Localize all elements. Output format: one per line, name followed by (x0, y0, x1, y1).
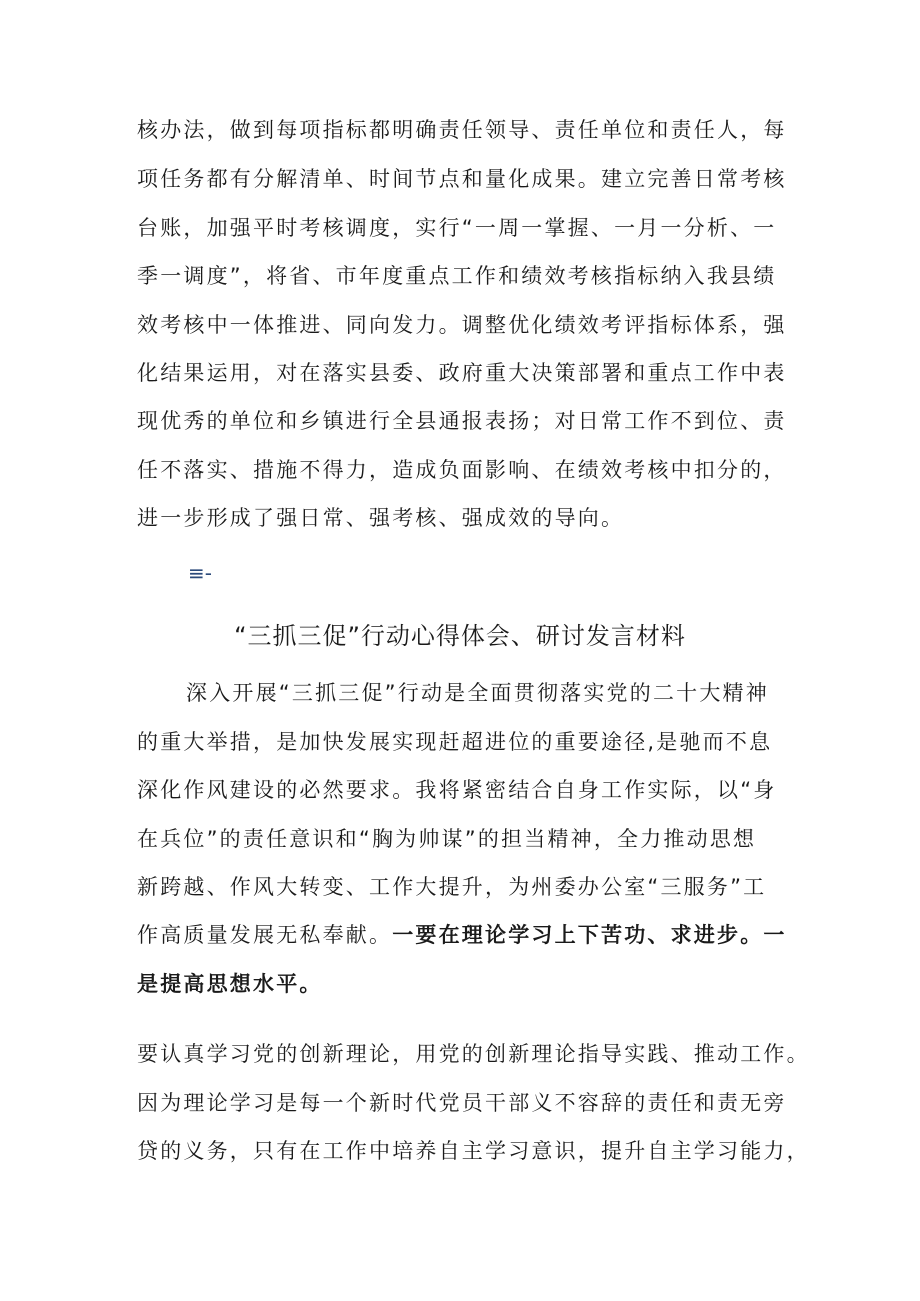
body-text-bold: 一要在理论学习上下苦功、求进步。一 (392, 923, 787, 947)
body-text-line: 深入开展“三抓三促”行动是全面贯彻落实党的二十大精神 (186, 681, 769, 705)
body-text-line: 进一步形成了强日常、强考核、强成效的导向。 (137, 506, 625, 530)
body-text-line: 台账，加强平时考核调度，实行“一周一掌握、一月一分析、一 (137, 216, 777, 240)
body-text-line: 核办法，做到每项指标都明确责任领导、责任单位和责任人，每 (137, 118, 787, 142)
body-text-line (137, 921, 787, 949)
body-text-line: 要认真学习党的创新理论，用党的创新理论指导实践、推动工作。 (137, 1042, 810, 1066)
body-text-line: 新跨越、作风大转变、工作大提升，为州委办公室“三服务”工 (137, 875, 767, 899)
body-text-normal: 作高质量发展无私奉献。 (137, 923, 393, 947)
body-text-line: 的重大举措，是加快发展实现赶超进位的重要途径,是驰而不息 (137, 730, 773, 754)
body-text-line: 在兵位”的责任意识和“胸为帅谋”的担当精神，全力推动思想 (137, 827, 757, 851)
body-text-line: 季一调度”，将省、市年度重点工作和绩效考核指标纳入我县绩 (137, 264, 777, 288)
body-text-line: 因为理论学习是每一个新时代党员干部义不容辞的责任和责无旁 (137, 1091, 787, 1115)
body-text-line: 深化作风建设的必然要求。我将紧密结合自身工作实际，以“身 (137, 778, 777, 802)
body-text-line: 现优秀的单位和乡镇进行全县通报表扬；对日常工作不到位、责 (137, 409, 787, 433)
section-marker: ≡- (188, 561, 212, 585)
body-text-line: 任不落实、措施不得力，造成负面影响、在绩效考核中扣分的， (137, 458, 787, 482)
body-text-bold-line: 是提高思想水平。 (137, 972, 323, 996)
body-text-line: 贷的义务，只有在工作中培养自主学习意识，提升自主学习能力， (137, 1139, 810, 1163)
section-title: “三抓三促”行动心得体会、研讨发言材料 (234, 622, 686, 650)
body-text-line: 化结果运用，对在落实县委、政府重大决策部署和重点工作中表 (137, 361, 787, 385)
body-text-line: 效考核中一体推进、同向发力。调整优化绩效考评指标体系，强 (137, 313, 787, 337)
body-text-line: 项任务都有分解清单、时间节点和量化成果。建立完善日常考核 (137, 167, 787, 191)
